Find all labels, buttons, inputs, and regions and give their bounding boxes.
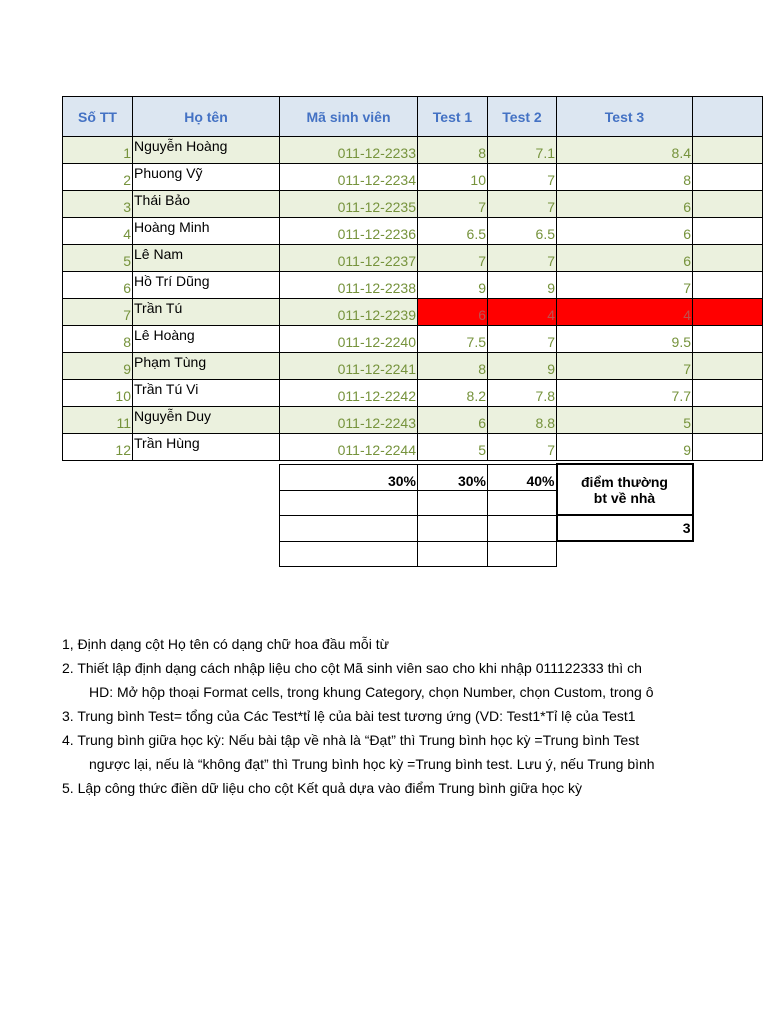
- weight-cell[interactable]: [488, 515, 557, 541]
- cell-test2[interactable]: 7: [488, 434, 557, 461]
- cell-stt[interactable]: 1: [63, 137, 133, 164]
- header-name[interactable]: Họ tên: [133, 97, 280, 137]
- header-row: [63, 97, 763, 137]
- cell-test2-failing[interactable]: 4: [488, 299, 557, 326]
- weight-cell[interactable]: [418, 515, 488, 541]
- cell-test3[interactable]: 6: [557, 218, 693, 245]
- cell-test2[interactable]: 7.8: [488, 380, 557, 407]
- weight-test3[interactable]: 40%: [488, 464, 557, 490]
- cell-name[interactable]: Phuong Vỹ: [133, 164, 280, 191]
- table-row: [63, 380, 763, 407]
- cell-name[interactable]: Lê Hoàng: [133, 326, 280, 353]
- table-row: [63, 137, 763, 164]
- cell-student-id[interactable]: 011-12-2240: [280, 326, 418, 353]
- cell-test2[interactable]: 7: [488, 164, 557, 191]
- header-test3[interactable]: Test 3: [557, 97, 693, 137]
- cell-test2[interactable]: 9: [488, 353, 557, 380]
- cell-test1[interactable]: 5: [418, 434, 488, 461]
- homework-bonus-label-line1: điểm thường: [581, 473, 668, 490]
- header-stt[interactable]: Số TT: [63, 97, 133, 137]
- cell-next[interactable]: [693, 407, 763, 434]
- weight-test1[interactable]: 30%: [280, 464, 418, 490]
- cell-test3-failing[interactable]: 4: [557, 299, 693, 326]
- cell-test3[interactable]: 9: [557, 434, 693, 461]
- table-row: [63, 326, 763, 353]
- weight-cell[interactable]: [418, 541, 488, 566]
- cell-student-id[interactable]: 011-12-2244: [280, 434, 418, 461]
- cell-test2[interactable]: 8.8: [488, 407, 557, 434]
- cell-next[interactable]: [693, 245, 763, 272]
- cell-test2[interactable]: 7: [488, 191, 557, 218]
- cell-stt[interactable]: 10: [63, 380, 133, 407]
- cell-stt[interactable]: 6: [63, 272, 133, 299]
- weight-cell[interactable]: [418, 490, 488, 515]
- cell-test1[interactable]: 10: [418, 164, 488, 191]
- cell-test1[interactable]: 9: [418, 272, 488, 299]
- weights-row-4: [280, 541, 730, 566]
- cell-name[interactable]: Trần Tú Vi: [133, 380, 280, 407]
- cell-test1[interactable]: 7: [418, 191, 488, 218]
- cell-student-id[interactable]: 011-12-2234: [280, 164, 418, 191]
- cell-student-id[interactable]: 011-12-2239: [280, 299, 418, 326]
- cell-next[interactable]: [693, 218, 763, 245]
- cell-student-id[interactable]: 011-12-2243: [280, 407, 418, 434]
- weight-test2[interactable]: 30%: [418, 464, 488, 490]
- cell-test1[interactable]: 8: [418, 353, 488, 380]
- cell-stt[interactable]: 3: [63, 191, 133, 218]
- cell-next[interactable]: [693, 191, 763, 218]
- cell-stt[interactable]: 11: [63, 407, 133, 434]
- cell-name[interactable]: Thái Bảo: [133, 191, 280, 218]
- table-row: [63, 245, 763, 272]
- cell-test2[interactable]: 7.1: [488, 137, 557, 164]
- student-grade-table: [62, 96, 692, 458]
- cell-student-id[interactable]: 011-12-2237: [280, 245, 418, 272]
- cell-test3[interactable]: 9.5: [557, 326, 693, 353]
- header-test1[interactable]: Test 1: [418, 97, 488, 137]
- test-weights-table: [279, 463, 692, 567]
- homework-bonus-value[interactable]: 3: [557, 515, 693, 541]
- weight-cell[interactable]: [280, 541, 418, 566]
- cell-name[interactable]: Trần Hùng: [133, 434, 280, 461]
- weight-cell[interactable]: [280, 515, 418, 541]
- grade-grid: [62, 96, 763, 461]
- cell-next[interactable]: [693, 353, 763, 380]
- blank-cell[interactable]: [693, 515, 730, 541]
- cell-name[interactable]: Hồ Trí Dũng: [133, 272, 280, 299]
- cell-next[interactable]: [693, 164, 763, 191]
- cell-stt[interactable]: 2: [63, 164, 133, 191]
- homework-bonus-label-line2: bt về nhà: [593, 489, 656, 506]
- cell-test2[interactable]: 9: [488, 272, 557, 299]
- cell-name[interactable]: Trần Tú: [133, 299, 280, 326]
- cell-test1[interactable]: 7.5: [418, 326, 488, 353]
- cell-test1[interactable]: 6.5: [418, 218, 488, 245]
- cell-next[interactable]: [693, 137, 763, 164]
- blank-cell[interactable]: [557, 541, 693, 566]
- blank-cell[interactable]: [693, 541, 730, 566]
- cell-next-failing[interactable]: [693, 299, 763, 326]
- cell-stt[interactable]: 12: [63, 434, 133, 461]
- table-row: [63, 434, 763, 461]
- weights-grid: [279, 463, 730, 567]
- weight-cell[interactable]: [280, 490, 418, 515]
- cell-test1-failing[interactable]: 6: [418, 299, 488, 326]
- instruction-5[interactable]: 5. Lập công thức điền dữ liệu cho cột Kết quả dựa vào điểm Trung bình giữa học kỳ: [62, 780, 583, 796]
- cell-test1[interactable]: 7: [418, 245, 488, 272]
- instruction-3[interactable]: 3. Trung bình Test= tổng của Các Test*tỉ lệ của bài test tương ứng (VD: Test1*Tỉ lệ của Test1: [62, 708, 636, 724]
- cell-stt[interactable]: 8: [63, 326, 133, 353]
- instruction-2-hint[interactable]: HD: Mở hộp thoại Format cells, trong khung Category, chọn Number, chọn Custom, trong ô: [89, 684, 654, 700]
- header-student-id[interactable]: Mã sinh viên: [280, 97, 418, 137]
- cell-student-id[interactable]: 011-12-2238: [280, 272, 418, 299]
- header-next[interactable]: [693, 97, 763, 137]
- cell-test3[interactable]: 5: [557, 407, 693, 434]
- cell-test3[interactable]: 7.7: [557, 380, 693, 407]
- cell-student-id[interactable]: 011-12-2242: [280, 380, 418, 407]
- blank-cell[interactable]: [693, 464, 730, 490]
- table-row: [63, 299, 763, 326]
- cell-stt[interactable]: 9: [63, 353, 133, 380]
- cell-name[interactable]: Nguyễn Duy: [133, 407, 280, 434]
- cell-test3[interactable]: 8.4: [557, 137, 693, 164]
- cell-name[interactable]: Hoàng Minh: [133, 218, 280, 245]
- table-row: [63, 164, 763, 191]
- cell-student-id[interactable]: 011-12-2233: [280, 137, 418, 164]
- cell-test1[interactable]: 6: [418, 407, 488, 434]
- weight-cell[interactable]: [488, 490, 557, 515]
- weights-row-percent: [280, 464, 730, 490]
- cell-test3[interactable]: 8: [557, 164, 693, 191]
- cell-test2[interactable]: 6.5: [488, 218, 557, 245]
- table-row: [63, 407, 763, 434]
- cell-stt[interactable]: 4: [63, 218, 133, 245]
- cell-stt[interactable]: 7: [63, 299, 133, 326]
- table-row: [63, 272, 763, 299]
- cell-next[interactable]: [693, 326, 763, 353]
- weights-row-3: [280, 515, 730, 541]
- instruction-4-cont[interactable]: ngược lại, nếu là “không đạt” thì Trung bình học kỳ =Trung bình test. Lưu ý, nếu Trung bình: [89, 756, 655, 772]
- blank-cell[interactable]: [693, 490, 730, 515]
- cell-stt[interactable]: 5: [63, 245, 133, 272]
- instruction-4[interactable]: 4. Trung bình giữa học kỳ: Nếu bài tập về nhà là “Đạt” thì Trung bình học kỳ =Trung bình Test: [62, 732, 640, 748]
- cell-test3[interactable]: 6: [557, 245, 693, 272]
- header-test2[interactable]: Test 2: [488, 97, 557, 137]
- cell-next[interactable]: [693, 434, 763, 461]
- cell-test1[interactable]: 8.2: [418, 380, 488, 407]
- weight-cell[interactable]: [488, 541, 557, 566]
- instructions: [62, 632, 692, 800]
- homework-bonus-label[interactable]: [557, 464, 693, 515]
- cell-test3[interactable]: 6: [557, 191, 693, 218]
- cell-test2[interactable]: 7: [488, 245, 557, 272]
- table-row: [63, 218, 763, 245]
- cell-test1[interactable]: 8: [418, 137, 488, 164]
- cell-test3[interactable]: 7: [557, 272, 693, 299]
- instruction-2[interactable]: 2. Thiết lập định dạng cách nhập liệu cho cột Mã sinh viên sao cho khi nhập 011122333 thì ch: [62, 660, 642, 676]
- cell-name[interactable]: Lê Nam: [133, 245, 280, 272]
- cell-student-id[interactable]: 011-12-2235: [280, 191, 418, 218]
- table-row: [63, 191, 763, 218]
- cell-name[interactable]: Phạm Tùng: [133, 353, 280, 380]
- cell-next[interactable]: [693, 380, 763, 407]
- cell-name[interactable]: Nguyễn Hoàng: [133, 137, 280, 164]
- table-row: [63, 353, 763, 380]
- cell-student-id[interactable]: 011-12-2241: [280, 353, 418, 380]
- cell-next[interactable]: [693, 272, 763, 299]
- cell-test3[interactable]: 7: [557, 353, 693, 380]
- instruction-1[interactable]: 1, Định dạng cột Họ tên có dạng chữ hoa đầu mỗi từ: [62, 636, 389, 652]
- cell-student-id[interactable]: 011-12-2236: [280, 218, 418, 245]
- cell-test2[interactable]: 7: [488, 326, 557, 353]
